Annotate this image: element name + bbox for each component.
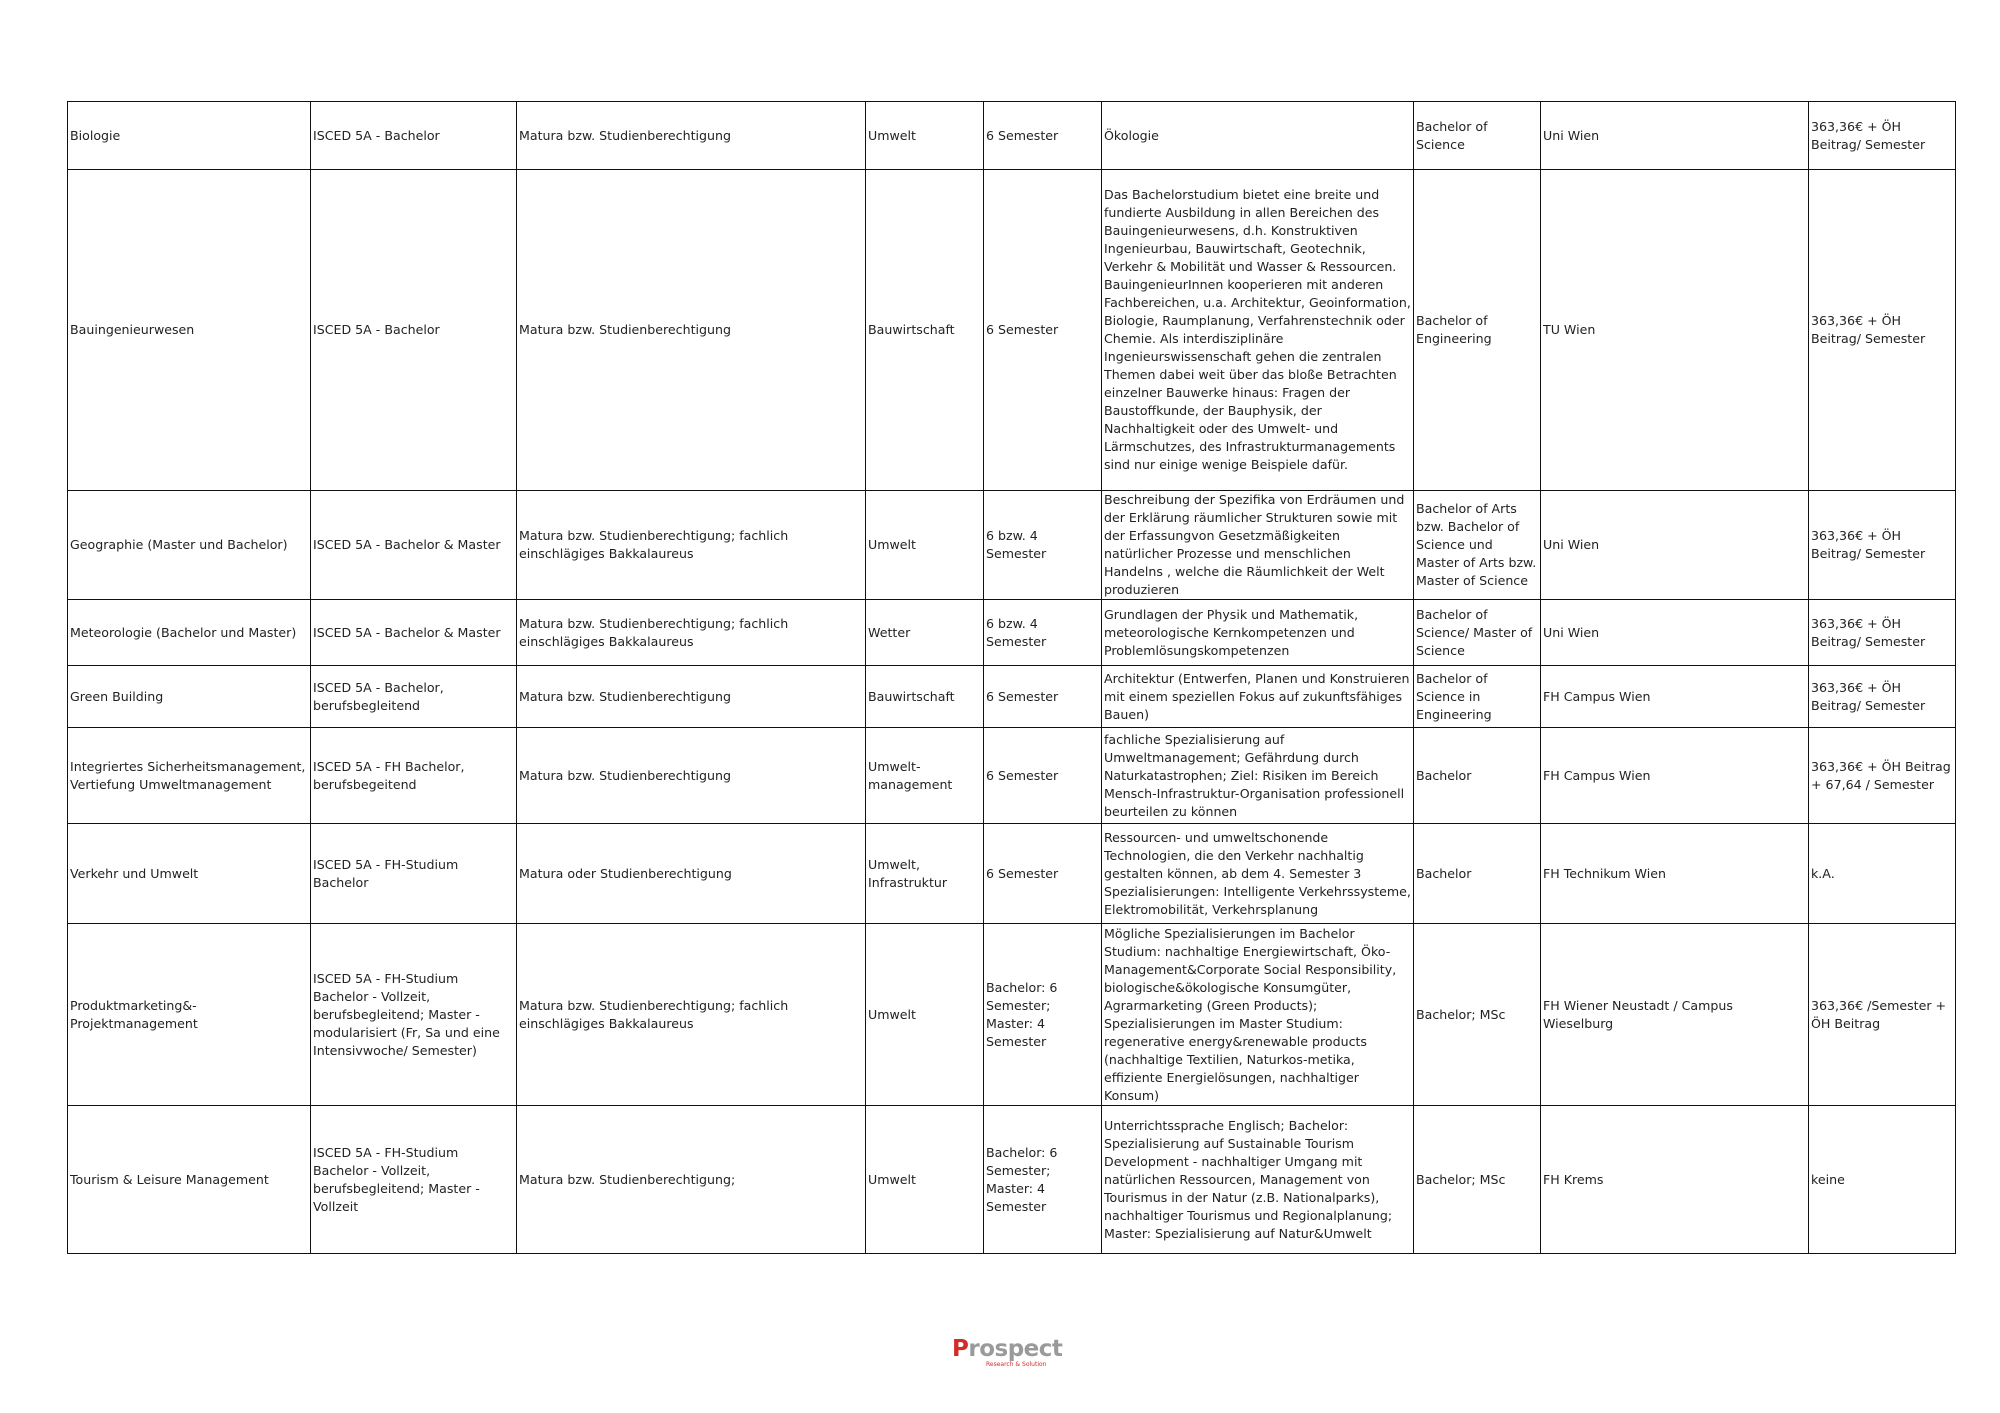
cell-institution: FH Wiener Neustadt / Campus Wieselburg xyxy=(1541,924,1809,1106)
cell-kosten: 363,36€ + ÖH Beitrag + 67,64 / Semester xyxy=(1809,728,1956,824)
table-row xyxy=(68,666,1956,728)
cell-inhalt: Grundlagen der Physik und Mathematik, meteorologische Kernkompetenzen und Problemlösungskompetenzen xyxy=(1102,600,1414,666)
table-row xyxy=(68,924,1956,1106)
cell-voraussetzung: Matura bzw. Studienberechtigung xyxy=(517,102,866,170)
cell-isced: ISCED 5A - Bachelor, berufsbegleitend xyxy=(311,666,517,728)
cell-bereich: Umwelt xyxy=(866,1106,984,1254)
cell-dauer: 6 bzw. 4 Semester xyxy=(984,600,1102,666)
table-row xyxy=(68,728,1956,824)
cell-bereich: Wetter xyxy=(866,600,984,666)
cell-abschluss: Bachelor; MSc xyxy=(1414,1106,1541,1254)
cell-abschluss: Bachelor of Arts bzw. Bachelor of Science und Master of Arts bzw. Master of Science xyxy=(1414,491,1541,600)
cell-institution: Uni Wien xyxy=(1541,600,1809,666)
cell-voraussetzung: Matura bzw. Studienberechtigung; xyxy=(517,1106,866,1254)
cell-bereich: Bauwirtschaft xyxy=(866,170,984,491)
cell-isced: ISCED 5A - Bachelor & Master xyxy=(311,491,517,600)
cell-kosten: 363,36€ + ÖH Beitrag/ Semester xyxy=(1809,600,1956,666)
cell-bereich: Umwelt xyxy=(866,924,984,1106)
table-row xyxy=(68,824,1956,924)
study-programs-table xyxy=(67,101,1956,1254)
cell-institution: FH Krems xyxy=(1541,1106,1809,1254)
table-row xyxy=(68,102,1956,170)
cell-abschluss: Bachelor of Science/ Master of Science xyxy=(1414,600,1541,666)
cell-kosten: k.A. xyxy=(1809,824,1956,924)
cell-isced: ISCED 5A - FH-Studium Bachelor - Vollzeit, berufsbegleitend; Master - Vollzeit xyxy=(311,1106,517,1254)
logo-wordmark xyxy=(952,1336,1062,1362)
cell-abschluss: Bachelor xyxy=(1414,824,1541,924)
cell-dauer: Bachelor: 6 Semester; Master: 4 Semester xyxy=(984,1106,1102,1254)
cell-isced: ISCED 5A - FH-Studium Bachelor - Vollzeit, berufsbegleitend; Master - modularisiert (Fr, Sa und eine Intensivwoche/ Semester) xyxy=(311,924,517,1106)
cell-voraussetzung: Matura bzw. Studienberechtigung xyxy=(517,170,866,491)
cell-studium: Verkehr und Umwelt xyxy=(68,824,311,924)
cell-kosten: 363,36€ + ÖH Beitrag/ Semester xyxy=(1809,102,1956,170)
cell-institution: Uni Wien xyxy=(1541,491,1809,600)
cell-voraussetzung: Matura bzw. Studienberechtigung xyxy=(517,728,866,824)
cell-studium: Produktmarketing&- Projektmanagement xyxy=(68,924,311,1106)
cell-inhalt: Ressourcen- und umweltschonende Technologien, die den Verkehr nachhaltig gestalten können, ab dem 4. Semester 3 Spezialisierungen: Intelligente Verkehrssysteme, Elektromobilität, Verkehrsplanung xyxy=(1102,824,1414,924)
cell-abschluss: Bachelor; MSc xyxy=(1414,924,1541,1106)
table-body xyxy=(68,102,1956,1254)
cell-inhalt: Mögliche Spezialisierungen im Bachelor Studium: nachhaltige Energiewirtschaft, Öko-Management&Corporate Social Responsibility, biologische&ökologische Konsumgüter, Agrarmarketing (Green Products); Spezialisierungen im Master Studium: regenerative energy&renewable products (nachhaltige Textilien, Naturkos-metika, effiziente Energielösungen, nachhaltiger Konsum) xyxy=(1102,924,1414,1106)
cell-institution: Uni Wien xyxy=(1541,102,1809,170)
cell-voraussetzung: Matura oder Studienberechtigung xyxy=(517,824,866,924)
cell-studium: Tourism & Leisure Management xyxy=(68,1106,311,1254)
cell-inhalt: fachliche Spezialisierung auf Umweltmanagement; Gefährdung durch Naturkatastrophen; Ziel: Risiken im Bereich Mensch-Infrastruktur-Organisation professionell beurteilen zu können xyxy=(1102,728,1414,824)
cell-kosten: keine xyxy=(1809,1106,1956,1254)
prospect-logo xyxy=(952,1336,1062,1376)
cell-inhalt: Beschreibung der Spezifika von Erdräumen und der Erklärung räumlicher Strukturen sowie mit der Erfassungvon Gesetzmäßigkeiten natürlicher Prozesse und menschlichen Handelns , welche die Räumlichkeit der Welt produzieren xyxy=(1102,491,1414,600)
cell-institution: FH Technikum Wien xyxy=(1541,824,1809,924)
cell-inhalt: Architektur (Entwerfen, Planen und Konstruieren mit einem speziellen Fokus auf zukunftsfähiges Bauen) xyxy=(1102,666,1414,728)
cell-studium: Integriertes Sicherheitsmanagement, Vertiefung Umweltmanagement xyxy=(68,728,311,824)
cell-isced: ISCED 5A - FH-Studium Bachelor xyxy=(311,824,517,924)
table-row xyxy=(68,491,1956,600)
cell-institution: FH Campus Wien xyxy=(1541,728,1809,824)
cell-studium: Meteorologie (Bachelor und Master) xyxy=(68,600,311,666)
cell-abschluss: Bachelor of Science in Engineering xyxy=(1414,666,1541,728)
cell-kosten: 363,36€ + ÖH Beitrag/ Semester xyxy=(1809,491,1956,600)
cell-isced: ISCED 5A - Bachelor xyxy=(311,170,517,491)
cell-studium: Geographie (Master und Bachelor) xyxy=(68,491,311,600)
cell-studium: Green Building xyxy=(68,666,311,728)
cell-abschluss: Bachelor of Science xyxy=(1414,102,1541,170)
cell-studium: Biologie xyxy=(68,102,311,170)
logo-rest: rospect xyxy=(968,1336,1063,1362)
cell-kosten: 363,36€ + ÖH Beitrag/ Semester xyxy=(1809,666,1956,728)
cell-voraussetzung: Matura bzw. Studienberechtigung; fachlich einschlägiges Bakkalaureus xyxy=(517,491,866,600)
cell-abschluss: Bachelor of Engineering xyxy=(1414,170,1541,491)
cell-inhalt: Ökologie xyxy=(1102,102,1414,170)
cell-institution: FH Campus Wien xyxy=(1541,666,1809,728)
logo-first-letter: P xyxy=(952,1336,969,1362)
cell-isced: ISCED 5A - Bachelor xyxy=(311,102,517,170)
cell-voraussetzung: Matura bzw. Studienberechtigung; fachlich einschlägiges Bakkalaureus xyxy=(517,600,866,666)
cell-voraussetzung: Matura bzw. Studienberechtigung; fachlich einschlägiges Bakkalaureus xyxy=(517,924,866,1106)
cell-bereich: Umwelt- management xyxy=(866,728,984,824)
logo-tagline: Research & Solution xyxy=(986,1361,1047,1368)
cell-institution: TU Wien xyxy=(1541,170,1809,491)
cell-isced: ISCED 5A - Bachelor & Master xyxy=(311,600,517,666)
cell-dauer: 6 Semester xyxy=(984,824,1102,924)
cell-abschluss: Bachelor xyxy=(1414,728,1541,824)
table-row xyxy=(68,1106,1956,1254)
cell-isced: ISCED 5A - FH Bachelor, berufsbegeitend xyxy=(311,728,517,824)
cell-dauer: 6 Semester xyxy=(984,728,1102,824)
cell-kosten: 363,36€ + ÖH Beitrag/ Semester xyxy=(1809,170,1956,491)
cell-dauer: 6 bzw. 4 Semester xyxy=(984,491,1102,600)
cell-dauer: 6 Semester xyxy=(984,102,1102,170)
table-row xyxy=(68,600,1956,666)
cell-bereich: Umwelt, Infrastruktur xyxy=(866,824,984,924)
cell-voraussetzung: Matura bzw. Studienberechtigung xyxy=(517,666,866,728)
cell-dauer: Bachelor: 6 Semester; Master: 4 Semester xyxy=(984,924,1102,1106)
cell-studium: Bauingenieurwesen xyxy=(68,170,311,491)
cell-inhalt: Unterrichtssprache Englisch; Bachelor: Spezialisierung auf Sustainable Tourism Development - nachhaltiger Umgang mit natürlichen Ressourcen, Management von Tourismus in der Natur (z.B. Nationalparks), nachhaltiger Tourismus und Regionalplanung; Master: Spezialisierung auf Natur&Umwelt xyxy=(1102,1106,1414,1254)
cell-bereich: Umwelt xyxy=(866,102,984,170)
cell-dauer: 6 Semester xyxy=(984,666,1102,728)
cell-dauer: 6 Semester xyxy=(984,170,1102,491)
cell-kosten: 363,36€ /Semester + ÖH Beitrag xyxy=(1809,924,1956,1106)
table-row xyxy=(68,170,1956,491)
cell-bereich: Umwelt xyxy=(866,491,984,600)
cell-bereich: Bauwirtschaft xyxy=(866,666,984,728)
cell-inhalt: Das Bachelorstudium bietet eine breite und fundierte Ausbildung in allen Bereichen des Bauingenieurwesens, d.h. Konstruktiven Ingenieurbau, Bauwirtschaft, Geotechnik, Verkehr & Mobilität und Wasser & Ressourcen. BauingenieurInnen kooperieren mit anderen Fachbereichen, u.a. Architektur, Geoinformation, Biologie, Raumplanung, Verfahrenstechnik oder Chemie. Als interdisziplinäre Ingenieurswissenschaft gehen die zentralen Themen dabei weit über das bloße Betrachten einzelner Bauwerke hinaus: Fragen der Baustoffkunde, der Bauphysik, der Nachhaltigkeit oder des Umwelt- und Lärmschutzes, des Infrastrukturmanagements sind nur einige wenige Beispiele dafür. xyxy=(1102,170,1414,491)
